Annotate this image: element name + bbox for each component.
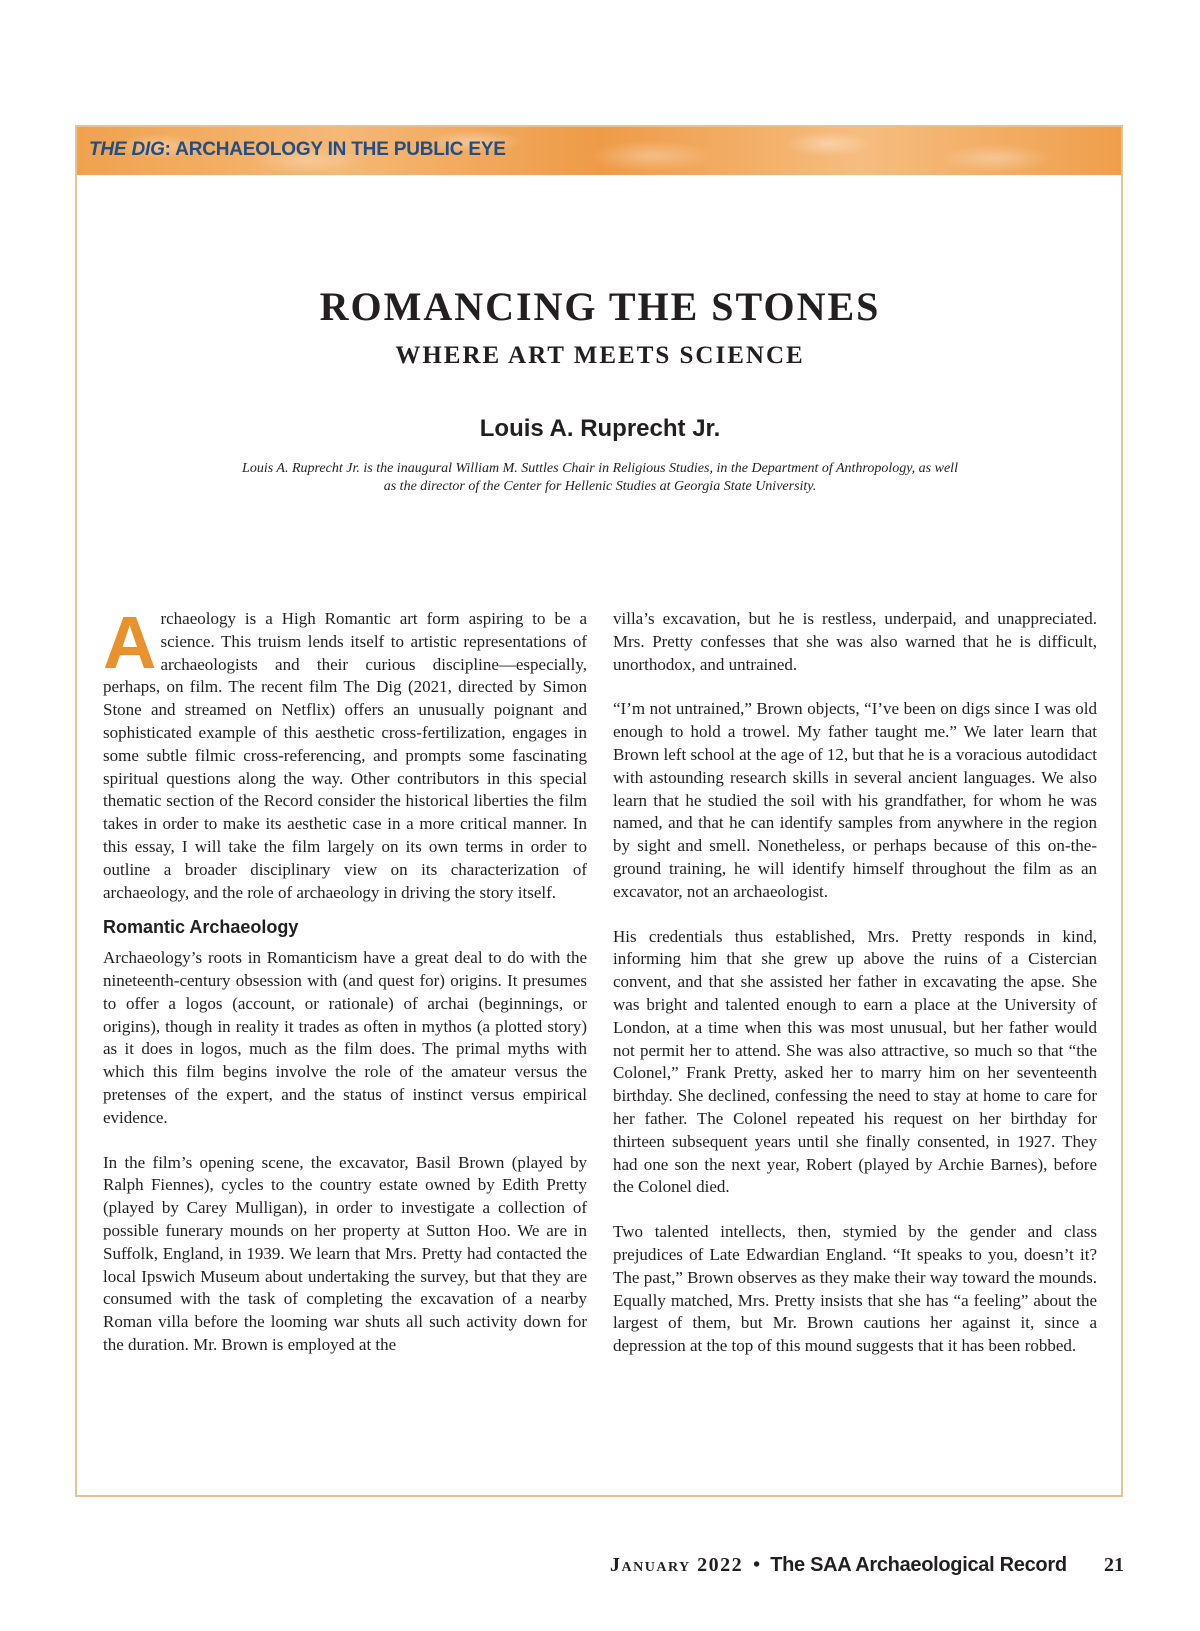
page-footer [610, 1554, 1067, 1577]
footer-month: January 2022 [610, 1554, 744, 1576]
paragraph: Two talented intellects, then, stymied by the gender and class prejudices of Late Edwardian England. “It speaks to you, doesn’t it? The past,” Brown observes as they make their way toward the mounds. Equally matched, Mrs. Pretty insists that she has “a feeling” about the largest of them, but Mr. Brown cautions her against it, since a depression at the top of this mound suggests that it has been robbed. [613, 1222, 1097, 1356]
banner-title-rest: : ARCHAEOLOGY IN THE PUBLIC EYE [164, 139, 506, 160]
section-heading: Romantic Archaeology [103, 917, 299, 938]
author-bio: Louis A. Ruprecht Jr. is the inaugural William M. Suttles Chair in Religious Studies, in the Department of Anthropology, as well as the director of the Center for Hellenic Studies at Georgia State University. [242, 461, 958, 494]
paragraph: His credentials thus established, Mrs. Pretty responds in kind, informing him that she grew up above the ruins of a Cistercian convent, and that she assisted her father in excavating the apse. She was bright and talented enough to earn a place at the University of London, at a time when this was most unusual, but her father would not permit her to attend. She was also attractive, so much so that “the Colonel,” Frank Pretty, asked her to marry him on her seventeenth birthday. She declined, confessing the need to stay at home to care for her father. The Colonel repeated his request on her birthday for thirteen subsequent years until she finally consented, in 1927. They had one son the next year, Robert (played by Archie Barnes), before the Colonel died. [613, 926, 1097, 1197]
paragraph: Archaeology’s roots in Romanticism have a great deal to do with the nineteenth-century obsession with (and quest for) origins. It presumes to offer a logos (account, or rationale) of archai (beginnings, or origins), though in reality it trades as often in mythos (a plotted story) as it does in logos, much as the film does. The primal myths with which this film begins involve the role of the amateur versus the pretenses of the expert, and the status of instinct versus empirical evidence. [103, 948, 587, 1127]
paragraph: villa’s excavation, but he is restless, underpaid, and unappreciated. Mrs. Pretty confesses that she was also warned that he is difficult, unorthodox, and untrained. [613, 609, 1097, 674]
banner-title [89, 139, 506, 161]
banner-title-italic: THE DIG [89, 139, 165, 160]
footer-journal: The SAA Archaeological Record [770, 1554, 1067, 1576]
footer-bullet: • [753, 1554, 761, 1576]
page-number: 21 [1104, 1554, 1124, 1576]
paragraph-intro [103, 601, 587, 904]
article-subtitle: WHERE ART MEETS SCIENCE [395, 342, 805, 369]
drop-cap: A [103, 601, 157, 684]
section-banner [77, 127, 1121, 175]
left-column [103, 601, 587, 1379]
right-column [613, 608, 1097, 1380]
author-name: Louis A. Ruprecht Jr. [479, 415, 721, 442]
article-title: ROMANCING THE STONES [319, 284, 881, 329]
paragraph-intro-text: rchaeology is a High Romantic art form aspiring to be a science. This truism lends itself to artistic representations of archaeologists and their curious discipline—especially, perhaps, on film. The recent film The Dig (2021, directed by Simon Stone and streamed on Netflix) offers an unusually poignant and sophisticated example of this aesthetic cross-fertilization, engages in some subtle filmic cross-referencing, and prompts some fascinating spiritual questions along the way. Other contributors in this special thematic section of the Record consider the historical liberties the film takes in order to make its aesthetic case in a more critical manner. In this essay, I will take the film largely on its own terms in order to outline a broader disciplinary view on its characterization of archaeology, and the role of archaeology in driving the story itself. [103, 609, 587, 902]
paragraph: In the film’s opening scene, the excavator, Basil Brown (played by Ralph Fiennes), cycles to the country estate owned by Edith Pretty (played by Carey Mulligan), in order to investigate a collection of possible funerary mounds on her property at Sutton Hoo. We are in Suffolk, England, in 1939. We learn that Mrs. Pretty had contacted the local Ipswich Museum about undertaking the survey, but that they are consumed with the task of completing the excavation of a nearby Roman villa before the looming war shuts all such activity down for the duration. Mr. Brown is employed at the [103, 1152, 587, 1354]
paragraph: “I’m not untrained,” Brown objects, “I’ve been on digs since I was old enough to hold a trowel. My father taught me.” We later learn that Brown left school at the age of 12, but that he is a voracious autodidact with astounding research skills in several ancient languages. We also learn that he studied the soil with his grandfather, for whom he was named, and that he can identify samples from anywhere in the region by sight and smell. Nonetheless, or perhaps because of this on-the-ground training, he will identify himself throughout the film as an excavator, not an archaeologist. [613, 699, 1097, 901]
